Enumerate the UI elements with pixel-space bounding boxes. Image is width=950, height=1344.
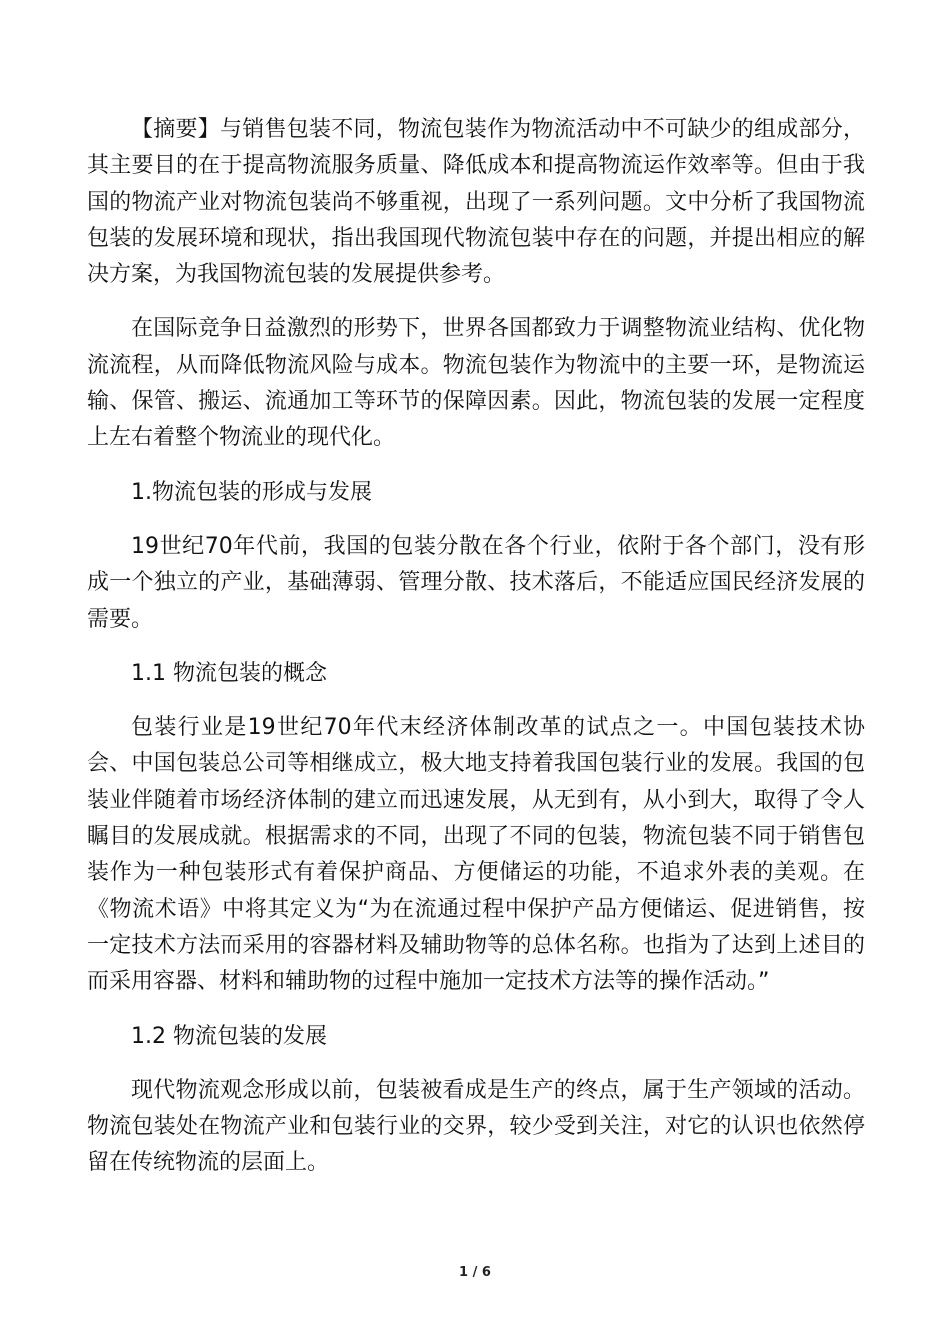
section-1-2-paragraph: 现代物流观念形成以前，包装被看成是生产的终点，属于生产领域的活动。物流包装处在物流产业和包装行业的交界，较少受到关注，对它的认识也依然停留在传统物流的层面上。 xyxy=(87,1077,865,1176)
abstract-paragraph: 【摘要】与销售包装不同，物流包装作为物流活动中不可缺少的组成部分，其主要目的在于提高物流服务质量、降低成本和提高物流运作效率等。但由于我国的物流产业对物流包装尚不够重视，出现了一系列问题。文中分析了我国物流包装的发展环境和现状，指出我国现代物流包装中存在的问题，并提出相应的解决方案，为我国物流包装的发展提供参考。 xyxy=(87,117,865,288)
section-1-1-paragraph: 包装行业是19世纪70年代末经济体制改革的试点之一。中国包装技术协会、中国包装总公司等相继成立，极大地支持着我国包装行业的发展。我国的包装业伴随着市场经济体制的建立而迅速发展，从无到有，从小到大，取得了令人瞩目的发展成就。根据需求的不同，出现了不同的包装，物流包装不同于销售包装作为一种包装形式有着保护商品、方便储运的功能，不追求外表的美观。在《物流术语》中将其定义为“为在流通过程中保护产品方便储运、促进销售，按一定技术方法而采用的容器材料及辅助物等的总体名称。也指为了达到上述目的而采用容器、材料和辅助物的过程中施加一定技术方法等的操作活动。” xyxy=(87,715,865,995)
intro-paragraph: 在国际竞争日益激烈的形势下，世界各国都致力于调整物流业结构、优化物流流程，从而降低物流风险与成本。物流包装作为物流中的主要一环，是物流运输、保管、搬运、流通加工等环节的保障因素。因此，物流包装的发展一定程度上左右着整个物流业的现代化。 xyxy=(87,316,865,451)
section-1-paragraph: 19世纪70年代前，我国的包装分散在各个行业，依附于各个部门，没有形成一个独立的产业，基础薄弱、管理分散、技术落后，不能适应国民经济发展的需要。 xyxy=(87,533,865,632)
section-heading-1-2: 1.2 物流包装的发展 xyxy=(131,1023,327,1049)
section-heading-1: 1.物流包装的形成与发展 xyxy=(131,479,372,505)
section-heading-1-1: 1.1 物流包装的概念 xyxy=(131,660,327,686)
document-body xyxy=(87,112,865,1200)
page-number: 1 / 6 xyxy=(459,1265,491,1280)
